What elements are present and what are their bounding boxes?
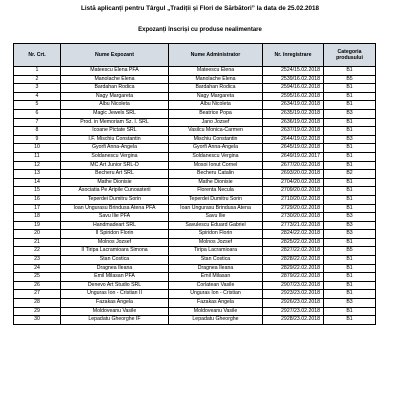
- cell-categoria: B1: [324, 281, 376, 290]
- table-row: [14, 281, 376, 290]
- cell-nr-inregistrare: 2928/23.02.2018: [263, 316, 324, 325]
- cell-nr-crt: 21: [14, 238, 61, 247]
- cell-nume-expozant: Magic Jewels SRL: [61, 109, 169, 118]
- cell-nr-inregistrare: 2594/16.02.2018: [263, 84, 324, 93]
- table-row: [14, 195, 376, 204]
- cell-nume-expozant: Handmadeart SRL: [61, 221, 169, 230]
- table-row: [14, 178, 376, 187]
- table-header: [14, 44, 376, 67]
- cell-nume-administrator: Corlatean Vasile: [169, 281, 263, 290]
- table-row: [14, 135, 376, 144]
- cell-categoria: B1: [324, 67, 376, 76]
- cell-nr-inregistrare: 2829/22.02.2018: [263, 264, 324, 273]
- cell-nume-administrator: Mosoi Ionut Cornel: [169, 161, 263, 170]
- cell-nume-expozant: Denevo Art Studio SRL: [61, 281, 169, 290]
- cell-nr-crt: 7: [14, 118, 61, 127]
- cell-nume-expozant: Prod. in Memoriam Sz. I. SRL: [61, 118, 169, 127]
- cell-nume-expozant: Mateescu Elena PFA: [61, 67, 169, 76]
- cell-categoria: B1: [324, 178, 376, 187]
- cell-nr-inregistrare: 2879/22.02.2018: [263, 273, 324, 282]
- cell-categoria: B3: [324, 109, 376, 118]
- cell-nume-administrator: Dragnea Ileana: [169, 264, 263, 273]
- table-row: [14, 238, 376, 247]
- cell-nume-expozant: Gyorfi Anna-Angela: [61, 144, 169, 153]
- cell-categoria: B1: [324, 161, 376, 170]
- cell-nume-administrator: Moldoveanu Vasile: [169, 307, 263, 316]
- cell-nume-administrator: Unguras Ion - Cristian: [169, 290, 263, 299]
- table-row: [14, 187, 376, 196]
- cell-nume-expozant: I.F. Mischiu Constantin: [61, 135, 169, 144]
- table-row: [14, 170, 376, 179]
- table-row: [14, 92, 376, 101]
- cell-nr-crt: 30: [14, 316, 61, 325]
- table-row: [14, 75, 376, 84]
- cell-categoria: B3: [324, 299, 376, 308]
- cell-nume-administrator: Teperdei Dumitru Sorin: [169, 195, 263, 204]
- cell-nr-crt: 3: [14, 84, 61, 93]
- cell-categoria: B1: [324, 290, 376, 299]
- cell-nume-expozant: Molnos Jozsef: [61, 238, 169, 247]
- cell-nr-crt: 26: [14, 281, 61, 290]
- cell-categoria: B1: [324, 144, 376, 153]
- cell-nume-administrator: Gyorfi Anna-Angela: [169, 144, 263, 153]
- cell-nr-crt: 29: [14, 307, 61, 316]
- table-row: [14, 84, 376, 93]
- cell-categoria: B1: [324, 92, 376, 101]
- document-title: Listă aplicanți pentru Târgul „Tradiții și Flori de Sărbători” la data de 25.02.2018: [81, 5, 319, 12]
- cell-categoria: B1: [324, 187, 376, 196]
- cell-nr-crt: 6: [14, 109, 61, 118]
- cell-nume-expozant: Icoane Pictate SRL: [61, 127, 169, 136]
- table-row: [14, 247, 376, 256]
- cell-nume-expozant: Teperdei Dumitru Sorin: [61, 195, 169, 204]
- header-nume-administrator: Nume Administrator: [169, 44, 263, 67]
- cell-nume-administrator: Beatrice Popa: [169, 109, 263, 118]
- cell-nume-administrator: Soldanescu Vergina: [169, 152, 263, 161]
- cell-nr-crt: 22: [14, 247, 61, 256]
- cell-nume-administrator: Jano Jozsef: [169, 118, 263, 127]
- cell-nume-administrator: Bardahan Rodica: [169, 84, 263, 93]
- cell-nr-inregistrare: 2773/21.02.2018: [263, 221, 324, 230]
- cell-categoria: B1: [324, 273, 376, 282]
- table-row: [14, 290, 376, 299]
- cell-nume-expozant: Emil Milasan PFA: [61, 273, 169, 282]
- cell-nr-crt: 5: [14, 101, 61, 110]
- cell-nr-crt: 23: [14, 256, 61, 265]
- cell-nr-inregistrare: 2677/20.02.2018: [263, 161, 324, 170]
- cell-nr-crt: 14: [14, 178, 61, 187]
- cell-categoria: B1: [324, 316, 376, 325]
- table-row: [14, 273, 376, 282]
- cell-nume-expozant: Fazakas Angela: [61, 299, 169, 308]
- cell-categoria: B1: [324, 101, 376, 110]
- cell-nr-inregistrare: 2649/19.02.2017: [263, 152, 324, 161]
- cell-nr-crt: 2: [14, 75, 61, 84]
- cell-nr-inregistrare: 2927/23.02.2018: [263, 307, 324, 316]
- cell-nr-inregistrare: 2637/19.02.2018: [263, 127, 324, 136]
- table-row: [14, 127, 376, 136]
- table-row: [14, 152, 376, 161]
- cell-nume-administrator: Lepadatu Gheorghe: [169, 316, 263, 325]
- cell-nr-inregistrare: 2828/22.02.2018: [263, 256, 324, 265]
- cell-categoria: B1: [324, 84, 376, 93]
- cell-nume-expozant: Savu Ilie PFA: [61, 213, 169, 222]
- cell-nume-expozant: Unguras Ion - Cristian II: [61, 290, 169, 299]
- cell-nr-inregistrare: 2926/23.02.2018: [263, 299, 324, 308]
- table-row: [14, 307, 376, 316]
- cell-nume-expozant: Manolache Elena: [61, 75, 169, 84]
- cell-nr-inregistrare: 2729/20.02.2018: [263, 204, 324, 213]
- cell-nume-administrator: Florenta Necula: [169, 187, 263, 196]
- cell-nume-expozant: Becheru Art SRL: [61, 170, 169, 179]
- cell-nr-inregistrare: 2827/22.02.2018: [263, 247, 324, 256]
- table-header-row: [14, 44, 376, 67]
- cell-categoria: B5: [324, 247, 376, 256]
- cell-nr-inregistrare: 2635/19.02.2018: [263, 109, 324, 118]
- cell-nume-expozant: II Tiripa Lacramioara Simona: [61, 247, 169, 256]
- cell-nume-expozant: Ioan Ungurasu Brindusa Atena PFA: [61, 204, 169, 213]
- cell-categoria: B3: [324, 213, 376, 222]
- cell-nr-crt: 17: [14, 204, 61, 213]
- cell-nr-inregistrare: 2907/23.02.2018: [263, 281, 324, 290]
- cell-nume-expozant: Dragnea Ileana: [61, 264, 169, 273]
- table-row: [14, 144, 376, 153]
- cell-nr-crt: 19: [14, 221, 61, 230]
- table-row: [14, 213, 376, 222]
- cell-categoria: B1: [324, 127, 376, 136]
- cell-categoria: B1: [324, 118, 376, 127]
- document-subtitle: Expozanți înscriși cu produse nealimentare: [138, 27, 262, 33]
- cell-nr-crt: 8: [14, 127, 61, 136]
- cell-nume-administrator: Nagy Margareta: [169, 92, 263, 101]
- table-row: [14, 161, 376, 170]
- cell-nr-crt: 10: [14, 144, 61, 153]
- cell-categoria: B3: [324, 230, 376, 239]
- cell-nume-administrator: Vasilcu Monica-Carmen: [169, 127, 263, 136]
- cell-nr-inregistrare: 2923/23.02.2018: [263, 290, 324, 299]
- cell-categoria: B2: [324, 170, 376, 179]
- cell-nr-inregistrare: 2730/20.02.2018: [263, 213, 324, 222]
- cell-nume-administrator: Ioan Ungurasu Brindusa Atena: [169, 204, 263, 213]
- applicants-table: [13, 43, 376, 325]
- cell-nr-crt: 25: [14, 273, 61, 282]
- cell-categoria: B1: [324, 204, 376, 213]
- cell-nr-inregistrare: 2704/20.02.2018: [263, 178, 324, 187]
- table-row: [14, 221, 376, 230]
- table-row: [14, 204, 376, 213]
- cell-nume-administrator: Manolache Elena: [169, 75, 263, 84]
- cell-nr-crt: 13: [14, 170, 61, 179]
- cell-nr-inregistrare: 2709/20.02.2018: [263, 187, 324, 196]
- cell-nr-inregistrare: 2634/19.02.2018: [263, 101, 324, 110]
- cell-nr-inregistrare: 2644/19.02.2018: [263, 135, 324, 144]
- cell-nume-administrator: Stan Costica: [169, 256, 263, 265]
- cell-nume-expozant: MC Art Junior SRL-D: [61, 161, 169, 170]
- cell-nume-administrator: Albu Nicoleta: [169, 101, 263, 110]
- table-row: [14, 316, 376, 325]
- table-body: [14, 67, 376, 325]
- header-nr-crt: Nr. Crt.: [14, 44, 61, 67]
- cell-categoria: B1: [324, 238, 376, 247]
- cell-categoria: B1: [324, 264, 376, 273]
- table-row: [14, 299, 376, 308]
- cell-categoria: B1: [324, 195, 376, 204]
- cell-nr-inregistrare: 2693/20.02.2018: [263, 170, 324, 179]
- cell-categoria: B3: [324, 135, 376, 144]
- cell-nr-crt: 11: [14, 152, 61, 161]
- cell-nr-crt: 27: [14, 290, 61, 299]
- cell-nume-expozant: Nagy Margareta: [61, 92, 169, 101]
- table-row: [14, 101, 376, 110]
- table-row: [14, 256, 376, 265]
- cell-nr-inregistrare: 2595/16.02.2018: [263, 92, 324, 101]
- cell-nr-crt: 9: [14, 135, 61, 144]
- cell-nume-expozant: Soldanescu Vergina: [61, 152, 169, 161]
- cell-nr-crt: 4: [14, 92, 61, 101]
- cell-nume-administrator: Molnos Jozsef: [169, 238, 263, 247]
- cell-nume-expozant: II Spiridon Florin: [61, 230, 169, 239]
- cell-nr-crt: 15: [14, 187, 61, 196]
- cell-nume-administrator: Savulescu Eduard Gabriel: [169, 221, 263, 230]
- cell-nume-administrator: Fazakas Angela: [169, 299, 263, 308]
- cell-nr-inregistrare: 2824/22.02.2018: [263, 230, 324, 239]
- cell-nr-crt: 18: [14, 213, 61, 222]
- cell-nume-expozant: Lepadatu Gheorghe IF: [61, 316, 169, 325]
- cell-nr-crt: 16: [14, 195, 61, 204]
- cell-nume-administrator: Tiripa Lacramioara: [169, 247, 263, 256]
- cell-nume-administrator: Emil Milasan: [169, 273, 263, 282]
- table-row: [14, 109, 376, 118]
- cell-nume-administrator: Spiridon Florin: [169, 230, 263, 239]
- cell-categoria: B1: [324, 307, 376, 316]
- cell-categoria: B1: [324, 152, 376, 161]
- cell-nr-inregistrare: 2825/22.02.2018: [263, 238, 324, 247]
- header-categoria: Categoria produsului: [324, 44, 376, 67]
- cell-nr-crt: 12: [14, 161, 61, 170]
- header-nume-expozant: Nume Expozant: [61, 44, 169, 67]
- cell-nr-inregistrare: 2710/20.02.2018: [263, 195, 324, 204]
- cell-nume-administrator: Savu Ilie: [169, 213, 263, 222]
- table-row: [14, 230, 376, 239]
- cell-nr-inregistrare: 2636/19.02.2018: [263, 118, 324, 127]
- cell-categoria: B1: [324, 256, 376, 265]
- cell-nr-inregistrare: 2524/15.02.2018: [263, 67, 324, 76]
- table-row: [14, 67, 376, 76]
- cell-nume-administrator: Mathe Dionisie: [169, 178, 263, 187]
- cell-nume-expozant: Albu Nicoleta: [61, 101, 169, 110]
- cell-nume-expozant: Moldoveanu Vasile: [61, 307, 169, 316]
- table-row: [14, 118, 376, 127]
- cell-nume-expozant: Stan Costica: [61, 256, 169, 265]
- cell-nume-expozant: Asociatia Pe Aripile Cunoasterii: [61, 187, 169, 196]
- cell-nr-crt: 1: [14, 67, 61, 76]
- cell-nr-inregistrare: 2645/19.02.2018: [263, 144, 324, 153]
- header-nr-inregistrare: Nr. înregistrare: [263, 44, 324, 67]
- cell-nume-expozant: Mathe Dionisie: [61, 178, 169, 187]
- cell-nr-crt: 24: [14, 264, 61, 273]
- cell-nr-crt: 28: [14, 299, 61, 308]
- cell-categoria: B3: [324, 221, 376, 230]
- cell-nume-administrator: Becheru Catalin: [169, 170, 263, 179]
- cell-nr-inregistrare: 2539/16.02.2018: [263, 75, 324, 84]
- cell-nr-crt: 20: [14, 230, 61, 239]
- cell-nume-expozant: Bardahan Rodica: [61, 84, 169, 93]
- cell-nume-administrator: Mateescu Elena: [169, 67, 263, 76]
- cell-nume-administrator: Mischiu Constantin: [169, 135, 263, 144]
- cell-categoria: B5: [324, 75, 376, 84]
- table-row: [14, 264, 376, 273]
